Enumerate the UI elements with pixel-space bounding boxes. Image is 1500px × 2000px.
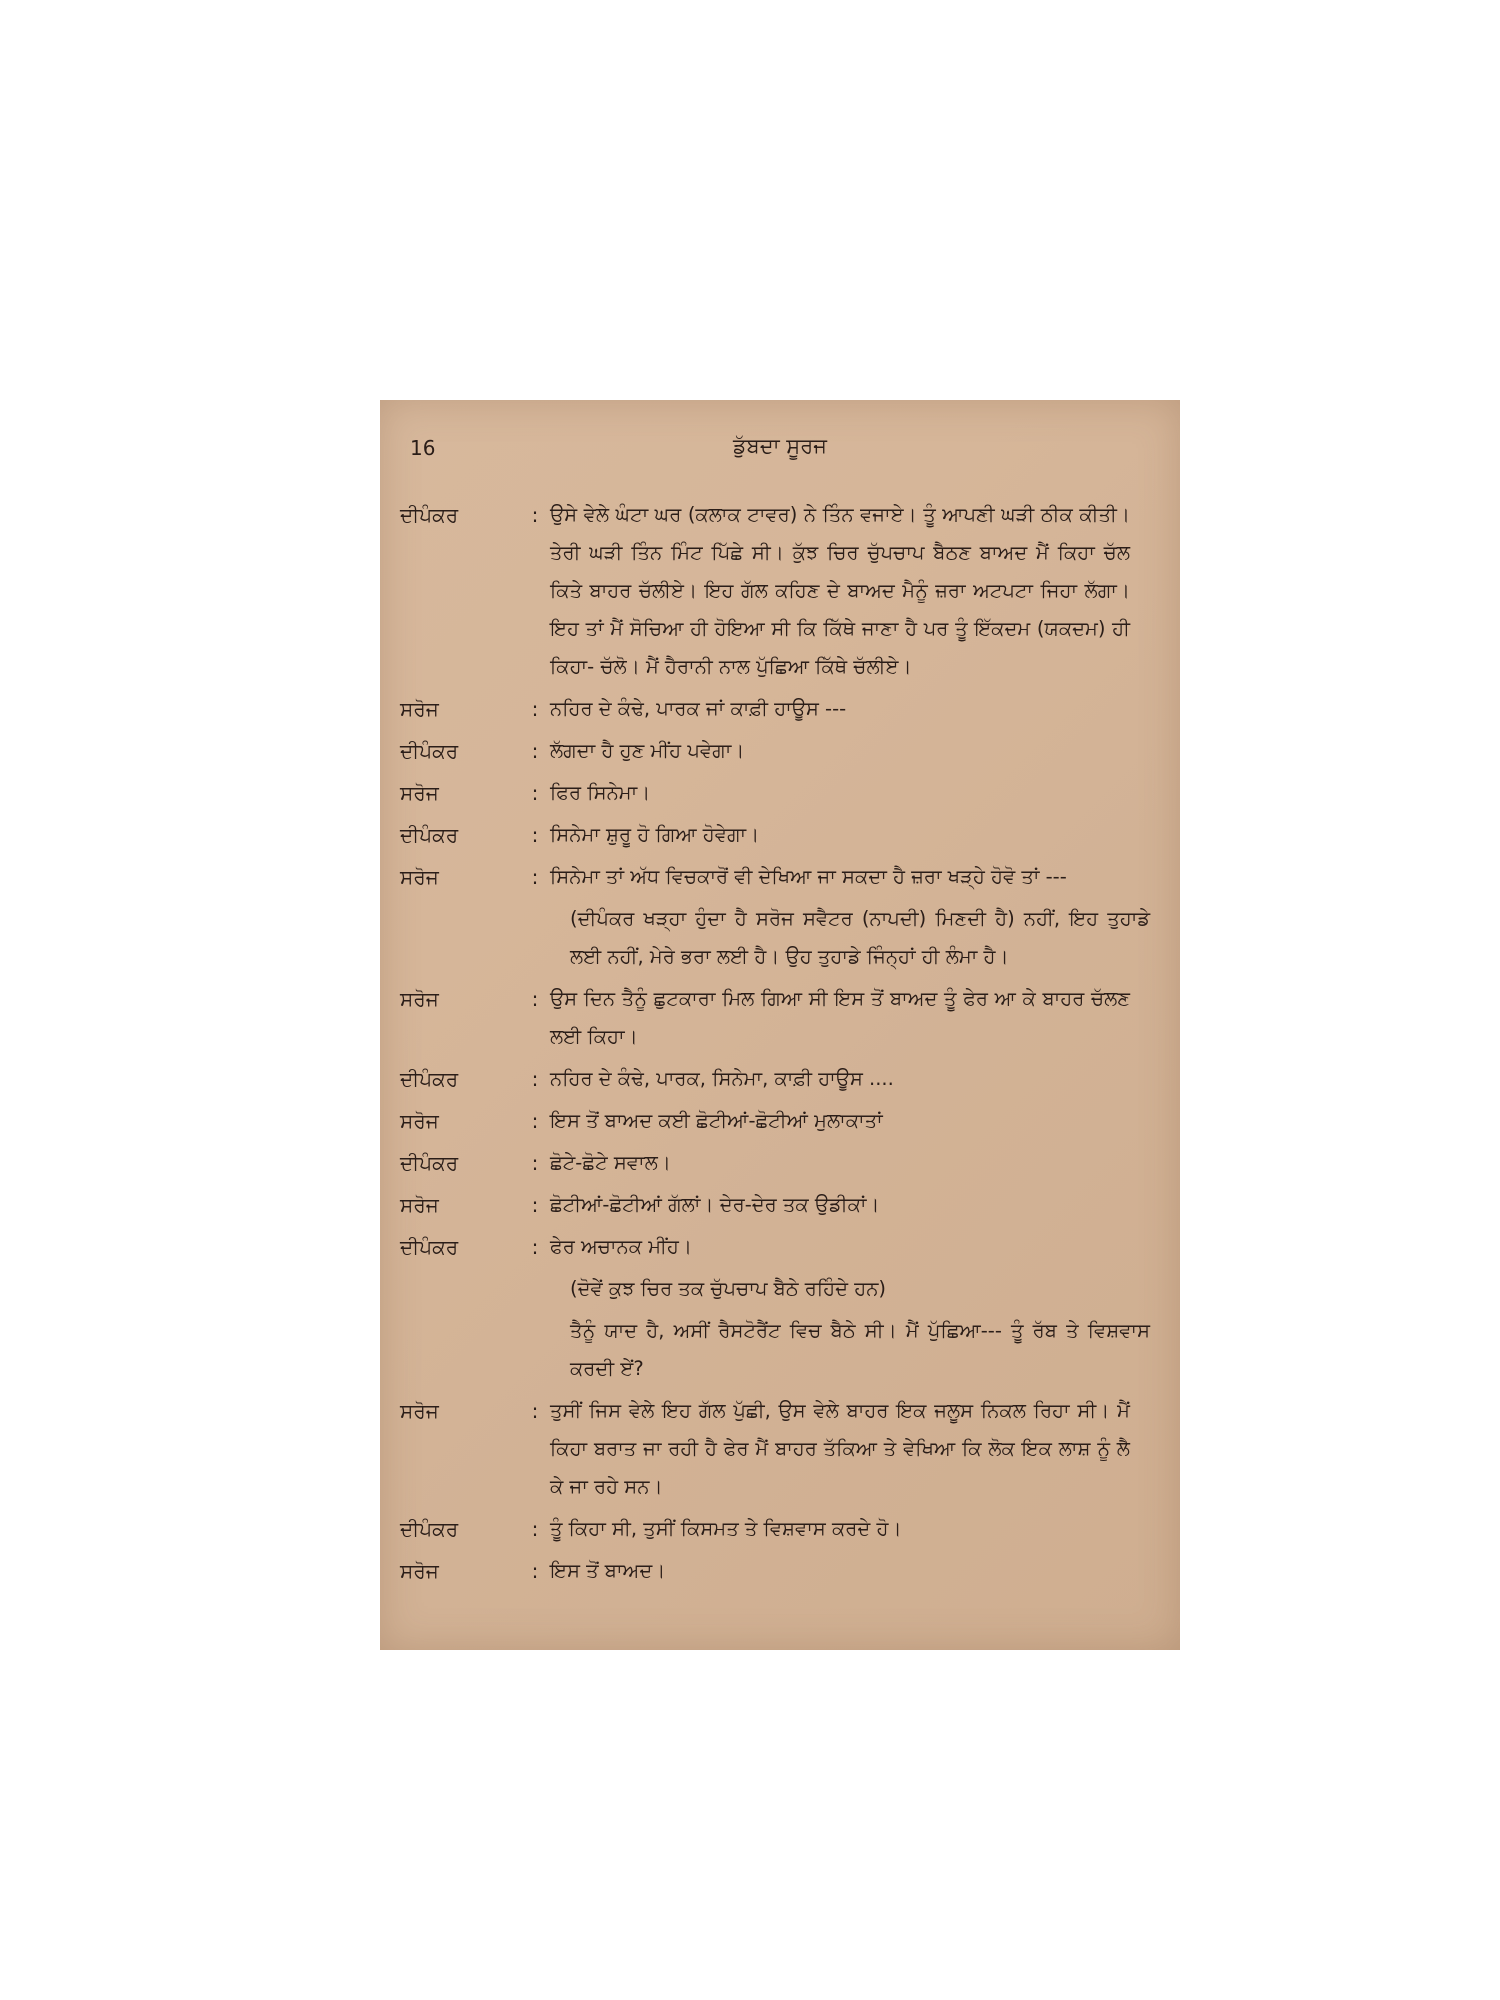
stage-direction <box>380 900 1180 976</box>
speaker-colon: : <box>531 781 539 805</box>
dialogue-line <box>380 1392 1180 1506</box>
speech-text: ਨਹਿਰ ਦੇ ਕੰਢੇ, ਪਾਰਕ ਜਾਂ ਕਾਫ਼ੀ ਹਾਊਸ --- <box>550 697 847 720</box>
speech-text: ਤੁਸੀਂ ਜਿਸ ਵੇਲੇ ਇਹ ਗੱਲ ਪੁੱਛੀ, ਉਸ ਵੇਲੇ ਬਾਹਰ ਇਕ ਜਲੂਸ ਨਿਕਲ ਰਿਹਾ ਸੀ। ਮੈਂ ਕਿਹਾ ਬਰਾਤ ਜਾ ਰਹੀ ਹੈ ਫੇਰ ਮੈਂ ਬਾਹਰ ਤੱਕਿਆ ਤੇ ਵੇਖਿਆ ਕਿ ਲੋਕ ਇਕ ਲਾਸ਼ ਨੂੰ ਲੈ ਕੇ ਜਾ ਰਹੇ ਸਨ। <box>550 1399 1130 1498</box>
speaker-colon: : <box>531 987 539 1011</box>
speech-text: ਉਸ ਦਿਨ ਤੈਨੂੰ ਛੁਟਕਾਰਾ ਮਿਲ ਗਿਆ ਸੀ ਇਸ ਤੋਂ ਬਾਅਦ ਤੂੰ ਫੇਰ ਆ ਕੇ ਬਾਹਰ ਚੱਲਣ ਲਈ ਕਿਹਾ। <box>550 987 1130 1048</box>
speaker-name: ਦੀਪੰਕਰ <box>400 823 459 847</box>
dialogue-line <box>380 980 1180 1056</box>
speech-text: ਸਿਨੇਮਾ ਸ਼ੁਰੂ ਹੋ ਗਿਆ ਹੋਵੇਗਾ। <box>550 823 760 846</box>
speaker-name: ਦੀਪੰਕਰ <box>400 1235 459 1259</box>
scanned-page <box>380 400 1180 1650</box>
speaker-name: ਸਰੋਜ <box>400 987 439 1011</box>
continued-speech <box>380 1312 1180 1388</box>
dialogue-line <box>380 1102 1180 1140</box>
dialogue-line <box>380 1186 1180 1224</box>
speaker-name: ਦੀਪੰਕਰ <box>400 1517 459 1541</box>
speaker-name: ਸਰੋਜ <box>400 781 439 805</box>
speech-text: ਉਸੇ ਵੇਲੇ ਘੰਟਾ ਘਰ (ਕਲਾਕ ਟਾਵਰ) ਨੇ ਤਿੰਨ ਵਜਾਏ। ਤੂੰ ਆਪਣੀ ਘੜੀ ਠੀਕ ਕੀਤੀ। ਤੇਰੀ ਘੜੀ ਤਿੰਨ ਮਿੰਟ ਪਿੱਛੇ ਸੀ। ਕੁੱਝ ਚਿਰ ਚੁੱਪਚਾਪ ਬੈਠਣ ਬਾਅਦ ਮੈਂ ਕਿਹਾ ਚੱਲ ਕਿਤੇ ਬਾਹਰ ਚੱਲੀਏ। ਇਹ ਗੱਲ ਕਹਿਣ ਦੇ ਬਾਅਦ ਮੈਨੂੰ ਜ਼ਰਾ ਅਟਪਟਾ ਜਿਹਾ ਲੱਗਾ। ਇਹ ਤਾਂ ਮੈਂ ਸੋਚਿਆ ਹੀ ਹੋਇਆ ਸੀ ਕਿ ਕਿੱਥੇ ਜਾਣਾ ਹੈ ਪਰ ਤੂੰ ਇੱਕਦਮ (ਯਕਦਮ) ਹੀ ਕਿਹਾ- ਚੱਲੋ। ਮੈਂ ਹੈਰਾਨੀ ਨਾਲ ਪੁੱਛਿਆ ਕਿੱਥੇ ਚੱਲੀਏ। <box>550 503 1130 678</box>
running-title: ਡੁੱਬਦਾ ਸੂਰਜ <box>732 434 828 458</box>
dialogue-line <box>380 1060 1180 1098</box>
speaker-name: ਦੀਪੰਕਰ <box>400 503 459 527</box>
speech-text: ਫਿਰ ਸਿਨੇਮਾ। <box>550 781 651 804</box>
speaker-colon: : <box>531 697 539 721</box>
speech-text: (ਦੀਪੰਕਰ ਖੜ੍ਹਾ ਹੁੰਦਾ ਹੈ ਸਰੋਜ ਸਵੈਟਰ (ਨਾਪਦੀ) ਮਿਣਦੀ ਹੈ) ਨਹੀਂ, ਇਹ ਤੁਹਾਡੇ ਲਈ ਨਹੀਂ, ਮੇਰੇ ਭਰਾ ਲਈ ਹੈ। ਉਹ ਤੁਹਾਡੇ ਜਿੰਨ੍ਹਾਂ ਹੀ ਲੰਮਾ ਹੈ। <box>570 907 1150 968</box>
speaker-colon: : <box>531 1517 539 1541</box>
speaker-colon: : <box>531 1067 539 1091</box>
speaker-name: ਸਰੋਜ <box>400 1109 439 1133</box>
speech-text: ਤੂੰ ਕਿਹਾ ਸੀ, ਤੁਸੀਂ ਕਿਸਮਤ ਤੇ ਵਿਸ਼ਵਾਸ ਕਰਦੇ ਹੋ। <box>550 1517 902 1540</box>
dialogue-line <box>380 858 1180 896</box>
speaker-colon: : <box>531 865 539 889</box>
speaker-colon: : <box>531 1193 539 1217</box>
speech-text: ਇਸ ਤੋਂ ਬਾਅਦ ਕਈ ਛੋਟੀਆਂ-ਛੋਟੀਆਂ ਮੁਲਾਕਾਤਾਂ <box>550 1109 883 1132</box>
dialogue-line <box>380 816 1180 854</box>
dialogue-line <box>380 496 1180 686</box>
speech-text: ਨਹਿਰ ਦੇ ਕੰਢੇ, ਪਾਰਕ, ਸਿਨੇਮਾ, ਕਾਫ਼ੀ ਹਾਊਸ .... <box>550 1067 894 1090</box>
speaker-name: ਸਰੋਜ <box>400 1559 439 1583</box>
speech-text: ਫੇਰ ਅਚਾਨਕ ਮੀਂਹ। <box>550 1235 693 1258</box>
speaker-name: ਸਰੋਜ <box>400 1193 439 1217</box>
speech-text: ਸਿਨੇਮਾ ਤਾਂ ਅੱਧ ਵਿਚਕਾਰੋਂ ਵੀ ਦੇਖਿਆ ਜਾ ਸਕਦਾ ਹੈ ਜ਼ਰਾ ਖੜ੍ਹੇ ਹੋਵੋ ਤਾਂ --- <box>550 865 1067 888</box>
speaker-colon: : <box>531 503 539 527</box>
speaker-name: ਸਰੋਜ <box>400 865 439 889</box>
speaker-colon: : <box>531 1109 539 1133</box>
speech-text: ਛੋਟੇ-ਛੋਟੇ ਸਵਾਲ। <box>550 1151 671 1174</box>
speaker-colon: : <box>531 1399 539 1423</box>
speaker-name: ਸਰੋਜ <box>400 1399 439 1423</box>
speech-text: (ਦੋਵੇਂ ਕੁਝ ਚਿਰ ਤਕ ਚੁੱਪਚਾਪ ਬੈਠੇ ਰਹਿੰਦੇ ਹਨ) <box>570 1277 886 1300</box>
speaker-colon: : <box>531 1559 539 1583</box>
dialogue-line <box>380 1228 1180 1266</box>
dialogue-line <box>380 1552 1180 1590</box>
stage-direction <box>380 1270 1180 1308</box>
speaker-colon: : <box>531 823 539 847</box>
dialogue-line <box>380 774 1180 812</box>
dialogue-body <box>380 496 1180 1594</box>
speech-text: ਤੈਨੂੰ ਯਾਦ ਹੈ, ਅਸੀਂ ਰੈਸਟੋਰੈਂਟ ਵਿਚ ਬੈਠੇ ਸੀ। ਮੈਂ ਪੁੱਛਿਆ--- ਤੂੰ ਰੱਬ ਤੇ ਵਿਸ਼ਵਾਸ ਕਰਦੀ ਏਂ? <box>570 1319 1150 1380</box>
speech-text: ਇਸ ਤੋਂ ਬਾਅਦ। <box>550 1559 666 1582</box>
speaker-name: ਦੀਪੰਕਰ <box>400 1067 459 1091</box>
dialogue-line <box>380 1510 1180 1548</box>
speaker-colon: : <box>531 1151 539 1175</box>
dialogue-line <box>380 690 1180 728</box>
dialogue-line <box>380 732 1180 770</box>
dialogue-line <box>380 1144 1180 1182</box>
speaker-name: ਸਰੋਜ <box>400 697 439 721</box>
speaker-name: ਦੀਪੰਕਰ <box>400 739 459 763</box>
speaker-colon: : <box>531 739 539 763</box>
speech-text: ਲੱਗਦਾ ਹੈ ਹੁਣ ਮੀਂਹ ਪਵੇਗਾ। <box>550 739 745 762</box>
speaker-name: ਦੀਪੰਕਰ <box>400 1151 459 1175</box>
speaker-colon: : <box>531 1235 539 1259</box>
speech-text: ਛੋਟੀਆਂ-ਛੋਟੀਆਂ ਗੱਲਾਂ। ਦੇਰ-ਦੇਰ ਤਕ ਉਡੀਕਾਂ। <box>550 1193 880 1216</box>
page-number: 16 <box>410 436 436 460</box>
